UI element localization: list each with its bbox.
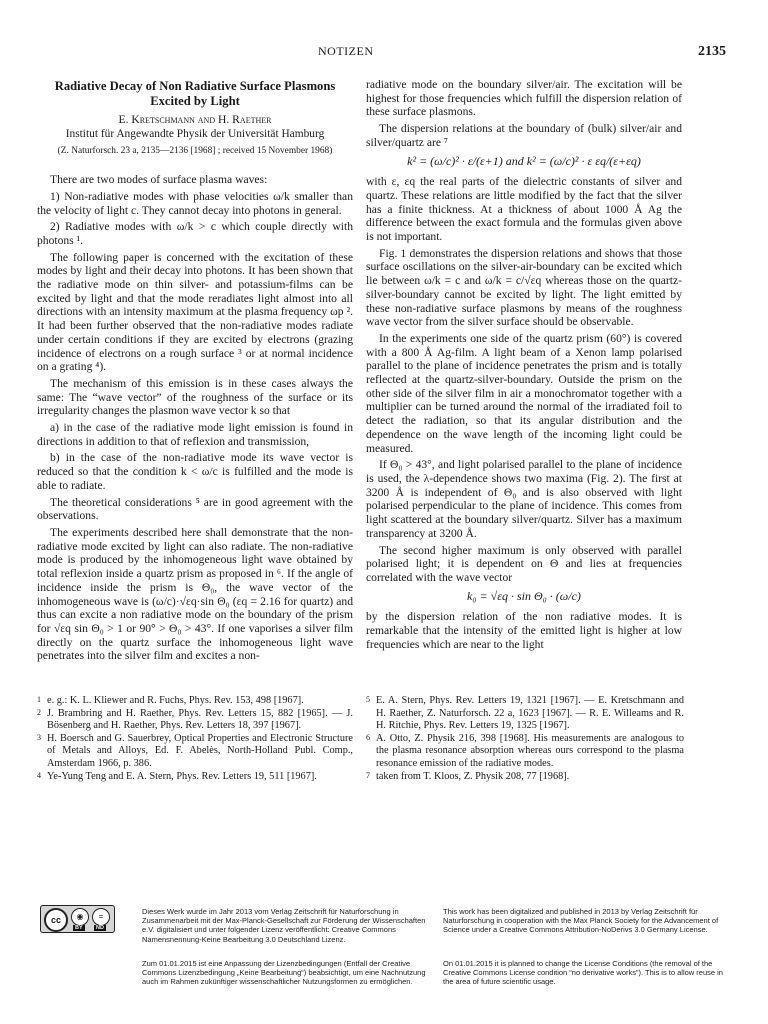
footnotes-right — [366, 695, 684, 783]
right-body-text-b — [366, 175, 682, 584]
article-citation: (Z. Naturforsch. 23 a, 2135—2136 [1968] ; received 15 November 1968) — [57, 146, 333, 157]
footnote-text: e. g.: K. L. Kliewer and R. Fuchs, Phys. Rev. 153, 498 [1967]. — [47, 695, 304, 706]
nd-label: ND — [96, 925, 104, 931]
footnote-text: A. Otto, Z. Physik 216, 398 [1968]. His measurements are analogous to the plasma resonance absorption whereas ours correspond to the plasma resonance emission of the radiative modes. — [376, 732, 684, 769]
running-head — [36, 44, 752, 62]
dispersion-formula: k² = (ω/c)² · ε/(ε+1) and k² = (ω/c)² · ε εq/(ε+εq) — [407, 153, 641, 168]
license-footer — [40, 905, 740, 985]
footnote-text: Ye-Yung Teng and E. A. Stern, Phys. Rev. Letters 19, 511 [1967]. — [47, 770, 317, 782]
right-column — [366, 78, 682, 654]
wave-vector-formula: k₀ = √εq · sin Θ₀ · (ω/c) — [467, 588, 581, 603]
paragraph: The mechanism of this emission is in these cases always the same: The “wave vector” of the roughness of the surface or its irregularity changes the plasmon wave vector k so that — [37, 376, 353, 418]
paragraph: 2) Radiative modes with ω/k > c which couple directly with photons ¹. — [37, 220, 353, 247]
paragraph: There are two modes of surface plasma waves: — [50, 173, 268, 187]
footnote — [366, 733, 684, 771]
footnote-text: J. Brambring and H. Raether, Phys. Rev. Letters 15, 882 [1965]. — J. Bösenberg and H. Raether, Phys. Rev. Letters 18, 397 [1967]. — [47, 707, 353, 732]
footnote — [37, 733, 353, 771]
footnote-number: 5 — [366, 695, 370, 704]
footnote-number: 3 — [37, 732, 41, 742]
article-authors: E. Kretschmann and H. Raether — [118, 113, 272, 126]
paragraph: The experiments described here shall demonstrate that the non-radiative mode excited by light can also radiate. The non-radiative mode is produced by the inhomogeneous light wave obtained by total reflexion inside a quartz prism as proposed in ⁶. If the angle of incidence inside the prism is Θ₀, the wave vector of the inhomogeneous wave is (ω/c)·√εq·sin Θ₀ (εq = 2.16 for quartz) and thus can excite a non radiative mode on the boundary of the prism for √εq sin Θ₀ > 1 or 90° > Θ₀ > 43°. If one vaporises a silver film directly on the quartz surface the inhomogeneous light wave penetrates into the silver film and excites a non- — [37, 525, 353, 663]
paragraph: with ε, εq the real parts of the dielectric constants of silver and quartz. These relations are little modified by the fact that the silver has a finite thickness. At a thickness of about 1000 Å Ag the difference between the exact formula and the formulas given above is not important. — [366, 175, 682, 244]
right-body-text-c — [366, 610, 682, 651]
attribution-icon: ◉ — [71, 908, 89, 926]
footnote — [37, 708, 353, 733]
left-body-text — [37, 173, 353, 663]
paragraph: If Θ₀ > 43°, and light polarised parallel to the plane of incidence is used, the λ-dependence shows two maxima (Fig. 2). The first at 3200 Å is independent of Θ₀ and is also observed with light polarised perpendicular to the plane of incidence. This comes from light scattered at the boundary silver/quartz. Silver has a maximum transparency at 3200 Å. — [366, 458, 682, 540]
footnotes-left — [37, 695, 353, 783]
license-change-english: On 01.01.2015 it is planned to change the License Conditions (the removal of the Creative Commons License condition “no derivative works”). This is to allow reuse in the area of future scientific usage. — [443, 959, 723, 987]
cc-icon: cc — [44, 908, 68, 932]
footnote-number: 4 — [37, 770, 41, 780]
license-text-german: Dieses Werk wurde im Jahr 2013 vom Verlag Zeitschrift für Naturforschung in Zusammenarbeit mit der Max-Planck-Gesellschaft zur Förderung der Wissenschaften e.V. digitalisiert und unter folgender Lizenz veröffentlicht: Creative Commons Namensnennung-Keine Bearbeitung 3.0 Deutschland Lizenz. — [142, 907, 426, 944]
footnote-number: 2 — [37, 707, 41, 717]
footnote — [37, 695, 353, 708]
article-affiliation: Institut für Angewandte Physik der Universität Hamburg — [65, 127, 325, 140]
paragraph: 1) Non-radiative modes with phase velocities ω/k smaller than the velocity of light c. They cannot decay into photons in general. — [37, 189, 353, 217]
paragraph: The following paper is concerned with the excitation of these modes by light and their decay into photons. It has been shown that the radiative mode on thin silver- and potassium-films can be excited by light and that the mode reradiates light almost into all directions with an intensity maximum at the plasma frequency ωp ². It had been further observed that the non-radiative modes radiate under certain conditions if they are excited by electrons (grazing incidence of electrons on a rough surface ³ or at normal incidence on a grating ⁴). — [37, 250, 353, 374]
footnote-text: E. A. Stern, Phys. Rev. Letters 19, 1321 [1967]. — E. Kretschmann and H. Raether, Z. Naturforsch. 22 a, 1623 [1967]. — R. E. Willeams and R. H. Ritchie, Phys. Rev. Letters 19, 1325 [1967]. — [376, 695, 684, 732]
paragraph: by the dispersion relation of the non radiative modes. It is remarkable that the intensity of the emitted light is higher at low frequencies which are near to the light — [366, 610, 682, 651]
footnote-number: 6 — [366, 732, 370, 742]
footnote — [366, 695, 684, 733]
footnote-text: taken from T. Kloos, Z. Physik 208, 77 [1968]. — [376, 770, 570, 782]
article-title: Radiative Decay of Non Radiative Surface Plasmons Excited by Light — [54, 79, 336, 108]
footnote-number: 1 — [37, 695, 41, 704]
paragraph: a) in the case of the radiative mode light emission is found in directions in addition to that of reflexion and transmission, — [37, 421, 353, 448]
journal-section-title: NOTIZEN — [318, 44, 374, 58]
paragraph: The theoretical considerations ⁵ are in good agreement with the observations. — [37, 495, 353, 523]
paragraph: b) in the case of the non-radiative mode its wave vector is reduced so that the condition k < ω/c is fulfilled and the mode is able to radiate. — [37, 451, 353, 492]
paragraph: Fig. 1 demonstrates the dispersion relations and shows that those surface oscillations on the silver-air-boundary can be excited which lie between ω/k = c and ω/k = c/√εq whereas those on the quartz-silver-boundary cannot be excited by light. The light emitted by these non-radiative surface plasmons by means of the roughness wave vector from the silver surface should be observable. — [366, 246, 682, 329]
paragraph: The second higher maximum is only observed with parallel polarised light; it is dependent on Θ and lies at frequencies correlated with the wave vector — [366, 543, 682, 584]
footnote — [366, 771, 684, 784]
no-derivatives-icon: = — [92, 908, 110, 926]
license-change-german: Zum 01.01.2015 ist eine Anpassung der Lizenzbedingungen (Entfall der Creative Commons Lizenzbedingung „Keine Bearbeitung“) beabsichtigt, um eine Nachnutzung auch im Rahmen zukünftiger wissenschaftlicher Nutzungsformen zu ermöglichen. — [142, 959, 426, 987]
right-body-text-a — [366, 78, 682, 150]
license-text-english: This work has been digitalized and published in 2013 by Verlag Zeitschrift für Naturforschung in cooperation with the Max Planck Society for the Advancement of Science under a Creative Commons Attribution-NoDerivs 3.0 Germany License. — [443, 907, 719, 935]
left-column — [37, 76, 353, 666]
creative-commons-logo[interactable] — [40, 905, 115, 933]
page-number: 2135 — [698, 44, 726, 59]
paragraph: In the experiments one side of the quartz prism (60°) is covered with a 800 Å Ag-film. A light beam of a Xenon lamp polarised parallel to the plane of incidence penetrates the prism and is totally reflected at the quartz-silver-boundary. Outside the prism on the other side of the silver film in air a monochromator together with a multiplier can be turned around the normal of the irradiated foil to detect the radiation, so that its angular distribution and the dependence on the wave length of the incoming light could be measured. — [366, 331, 682, 455]
footnote — [37, 771, 353, 784]
by-label: BY — [75, 925, 83, 931]
paragraph: The dispersion relations at the boundary of (bulk) silver/air and silver/quartz are ⁷ — [366, 122, 682, 149]
footnote-number: 7 — [366, 770, 370, 780]
paragraph: radiative mode on the boundary silver/air. The excitation will be highest for those frequencies which fulfill the dispersion relation of these surface plasmons. — [366, 78, 682, 119]
footnote-text: H. Boersch and G. Sauerbrey, Optical Properties and Electronic Structure of Metals and Alloys, Ed. F. Abelès, North-Holland Publ. Comp., Amsterdam 1966, p. 386. — [47, 732, 353, 769]
